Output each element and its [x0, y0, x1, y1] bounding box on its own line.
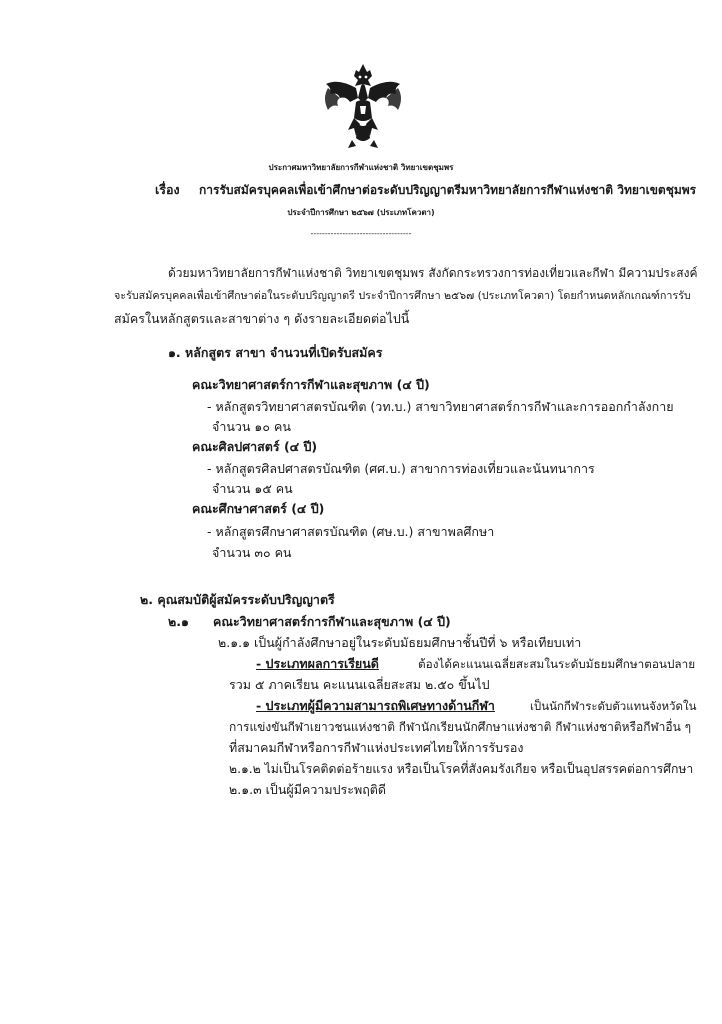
academic-year-line: ประจำปีการศึกษา ๒๕๖๗ (ประเภทโควตา) [287, 208, 435, 217]
subsection-number: ๒.๑ [168, 614, 189, 629]
intro-line-3: สมัครในหลักสูตรและสาขาต่าง ๆ ดังรายละเอียดต่อไปนี้ [114, 311, 410, 326]
sport-category-text: เป็นนักกีฬาระดับตัวแทนจังหวัดใน [530, 699, 697, 713]
program-line: - หลักสูตรศึกษาศาสตรบัณฑิต (ศษ.บ.) สาขาพลศึกษา [207, 524, 495, 539]
intro-line-1: ด้วยมหาวิทยาลัยการกีฬาแห่งชาติ วิทยาเขตชุมพร สังกัดกระทรวงการท่องเที่ยวและกีฬา มีความประสงค์ [168, 266, 698, 280]
faculty-name: คณะศึกษาศาสตร์ (๔ ปี) [192, 501, 325, 516]
quota-line: จำนวน ๓๐ คน [212, 545, 292, 560]
program-line: - หลักสูตรศิลปศาสตรบัณฑิต (ศศ.บ.) สาขาการท่องเที่ยวและนันทนาการ [207, 461, 595, 476]
grade-category-label: - ประเภทผลการเรียนดี [256, 656, 379, 671]
grade-category-text: ต้องได้คะแนนเฉลี่ยสะสมในระดับมัธยมศึกษาตอนปลาย [418, 657, 696, 671]
sport-category-text-2: การแข่งขันกีฬาเยาวชนแห่งชาติ กีฬานักเรียนนักศึกษาแห่งชาติ กีฬาแห่งชาติหรือกีฬาอื่น ๆ [229, 720, 692, 734]
section-1-heading: ๑. หลักสูตร สาขา จำนวนที่เปิดรับสมัคร [168, 345, 383, 360]
program-line: - หลักสูตรวิทยาศาสตรบัณฑิต (วท.บ.) สาขาวิทยาศาสตร์การกีฬาและการออกกำลังกาย [207, 399, 674, 414]
grade-category-text-2: รวม ๕ ภาคเรียน คะแนนเฉลี่ยสะสม ๒.๕๐ ขึ้นไป [229, 677, 490, 692]
sport-category-text-3: ที่สมาคมกีฬาหรือการกีฬาแห่งประเทศไทยให้การรับรอง [229, 740, 524, 755]
subject-text: การรับสมัครบุคคลเพื่อเข้าศึกษาต่อระดับปริญญาตรีมหาวิทยาลัยการกีฬาแห่งชาติ วิทยาเขตชุมพร [199, 183, 697, 197]
announcement-title: ประกาศมหาวิทยาลัยการกีฬาแห่งชาติ วิทยาเขตชุมพร [268, 163, 454, 172]
subsection-heading: คณะวิทยาศาสตร์การกีฬาและสุขภาพ (๔ ปี) [213, 614, 451, 629]
qualification-item: ๒.๑.๒ ไม่เป็นโรคติดต่อร้ายแรง หรือเป็นโรคที่สังคมรังเกียจ หรือเป็นอุปสรรคต่อการศึกษา [229, 762, 694, 776]
sport-category-label: - ประเภทผู้มีความสามารถพิเศษทางด้านกีฬา [256, 698, 495, 713]
quota-line: จำนวน ๑๐ คน [212, 419, 291, 434]
garuda-emblem-icon [318, 58, 408, 150]
quota-line: จำนวน ๑๕ คน [212, 481, 293, 496]
section-2-heading: ๒. คุณสมบัติผู้สมัครระดับปริญญาตรี [140, 592, 335, 607]
qualification-item: ๒.๑.๓ เป็นผู้มีความประพฤติดี [229, 782, 387, 797]
subject-label: เรื่อง [155, 182, 180, 197]
faculty-name: คณะศิลปศาสตร์ (๔ ปี) [192, 439, 318, 454]
intro-line-2: จะรับสมัครบุคคลเพื่อเข้าศึกษาต่อในระดับปริญญาตรี ประจำปีการศึกษา ๒๕๖๗ (ประเภทโควตา) โดยกำหนดหลักเกณฑ์การรับ [114, 289, 691, 302]
faculty-name: คณะวิทยาศาสตร์การกีฬาและสุขภาพ (๔ ปี) [192, 377, 430, 392]
qualification-item: ๒.๑.๑ เป็นผู้กำลังศึกษาอยู่ในระดับมัธยมศึกษาชั้นปีที่ ๖ หรือเทียบเท่า [218, 635, 582, 650]
title-divider: ----------------------------------- [310, 229, 412, 238]
